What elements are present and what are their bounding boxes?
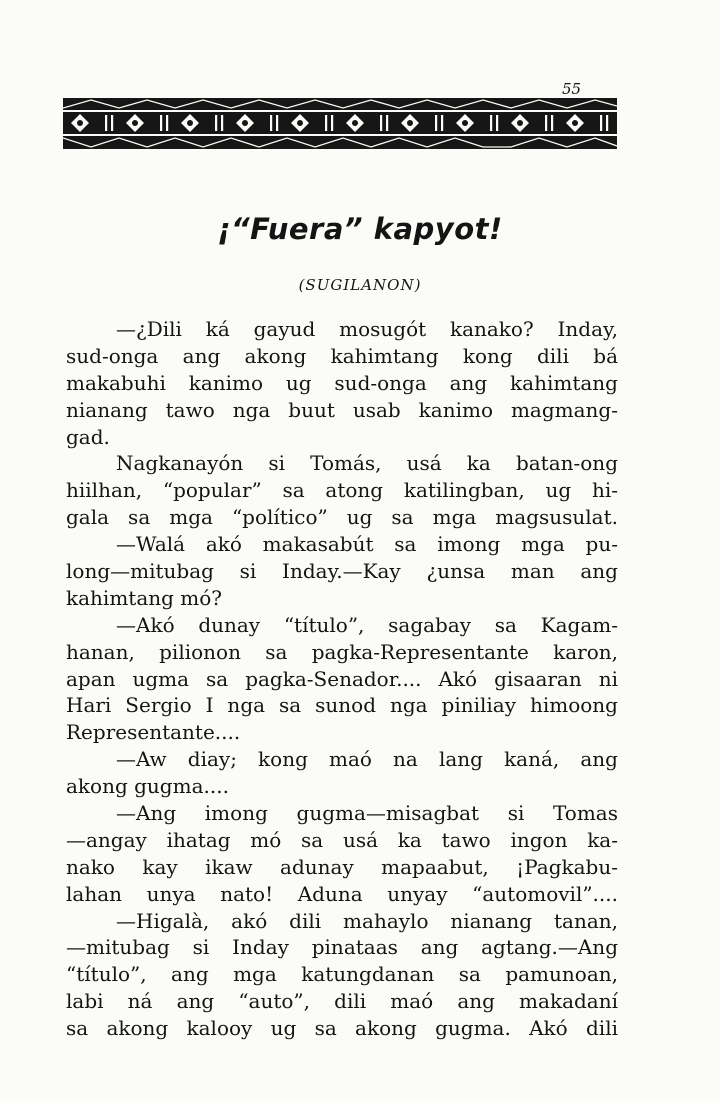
ornament-bar [386,115,388,131]
text-line: —Aw diay; kong maó na lang kaná, ang [116,747,618,772]
text-line: —Akó dunay “título”, sagabay sa Kagam- [116,612,618,637]
ornament-bar [551,115,553,131]
ornament-diamond-dot [407,120,413,126]
ornament-bar [496,115,498,131]
text-line: apan ugma sa pagka-Senador.... Akó gisaaran ni [66,666,618,691]
ornament-bar [545,115,547,131]
text-line: gad. [66,424,110,449]
ornamental-border [63,96,617,152]
text-line: “título”, ang mga katungdanan sa pamunoan, [66,962,618,987]
text-line: —Ang imong gugma—misagbat si Tomas [116,801,618,826]
ornament-top-band [63,98,617,110]
text-line: akong gugma.... [66,774,229,799]
ornament-diamond-dot [187,120,193,126]
ornament-bar [160,115,162,131]
ornament-bar [325,115,327,131]
ornament-diamond-dot [462,120,468,126]
story-body [66,316,618,1042]
text-line: sud-onga ang akong kahimtang kong dili bá [66,343,618,368]
ornament-diamond-dot [517,120,523,126]
text-line: —angay ihatag mó sa usá ka tawo ingon ka- [66,827,618,852]
ornament-diamond-dot [297,120,303,126]
text-line: —mitubag si Inday pinataas ang agtang.—Ang [66,935,618,960]
ornament-diamond-dot [77,120,83,126]
text-line: gala sa mga “político” ug sa mga magsusulat. [66,505,618,530]
ornament-bar [276,115,278,131]
text-line: sa akong kalooy ug sa akong gugma. Akó dili [66,1016,618,1041]
text-line: —Higalà, akó dili mahaylo nianang tanan, [116,908,618,933]
text-line: nianang tawo nga buut usab kanimo magmang- [66,397,618,422]
ornament-diamond-dot [572,120,578,126]
ornament-bar [606,115,608,131]
ornament-bar [166,115,168,131]
text-line: nako kay ikaw adunay mapaabut, ¡Pagkabu- [66,854,618,879]
text-line: hiilhan, “popular” sa atong katilingban, ug hi- [66,478,618,503]
ornament-bar [270,115,272,131]
ornament-bar [215,115,217,131]
text-line: Representante.... [66,720,241,745]
story-subtitle: (SUGILANON) [298,276,422,294]
text-line: —¿Dili ká gayud mosugót kanako? Inday, [116,317,618,341]
text-line: hanan, pilionon sa pagka-Representante karon, [66,639,618,664]
text-line: Hari Sergio I nga sa sunod nga piniliay himoong [66,693,618,718]
ornament-bar [600,115,602,131]
text-line: kahimtang mó? [66,585,223,610]
ornament-diamond-dot [132,120,138,126]
ornament-bar [490,115,492,131]
text-line: —Walá akó makasabút sa imong mga pu- [116,532,618,557]
story-title: ¡“Fuera” kapyot! [217,212,503,246]
text-line: long—mitubag si Inday.—Kay ¿unsa man ang [66,559,618,584]
ornament-bar [380,115,382,131]
text-line: lahan unya nato! Aduna unyay “automovil”.... [66,881,618,906]
ornament-middle-band [63,112,617,134]
ornament-bottom-band [63,136,617,149]
text-line: labi ná ang “auto”, dili maó ang makadaní [66,989,618,1014]
ornament-bar [221,115,223,131]
ornament-diamond-dot [352,120,358,126]
ornament-bar [441,115,443,131]
ornament-bar [111,115,113,131]
ornament-diamond-dot [242,120,248,126]
page-number: 55 [562,80,582,98]
text-line: makabuhi kanimo ug sud-onga ang kahimtang [66,370,618,395]
ornament-bar [331,115,333,131]
ornament-bar [435,115,437,131]
ornament-bar [105,115,107,131]
text-line: Nagkanayón si Tomás, usá ka batan-ong [116,451,618,476]
